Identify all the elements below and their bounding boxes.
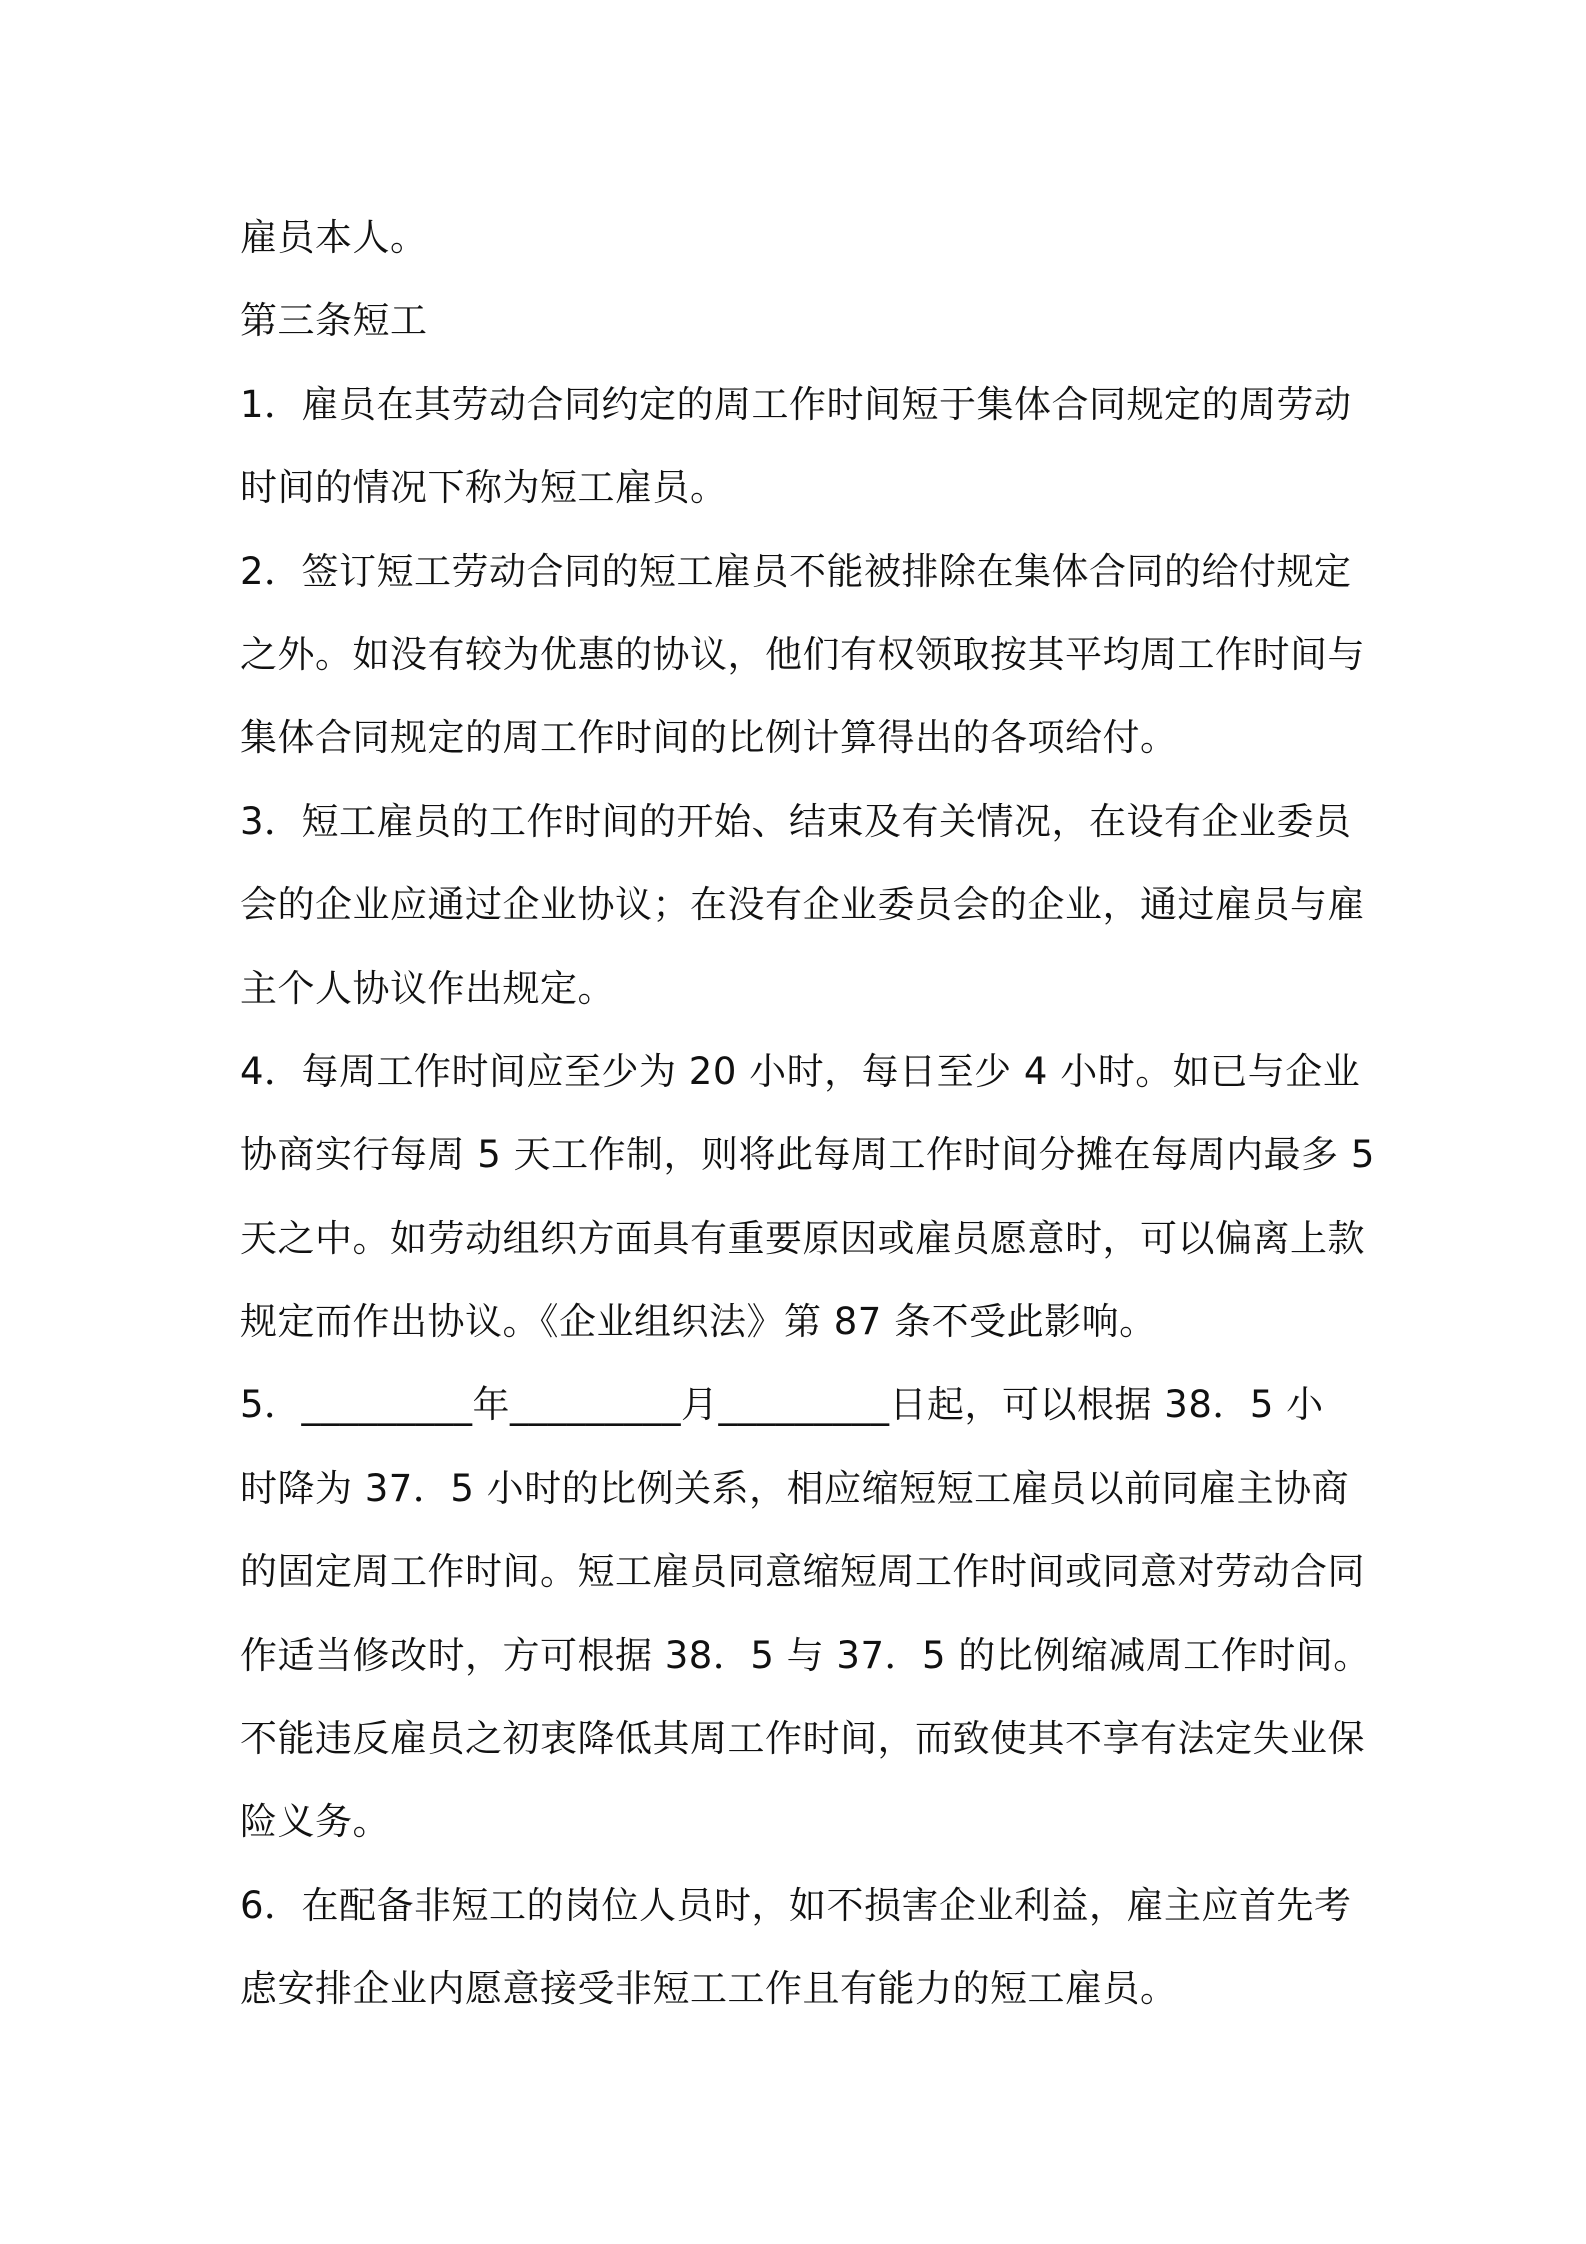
- text-line: 2．签订短工劳动合同的短工雇员不能被排除在集体合同的给付规定: [240, 549, 1352, 593]
- text-line: 主个人协议作出规定。: [240, 966, 615, 1010]
- text-line: 时降为 37．5 小时的比例关系，相应缩短短工雇员以前同雇主协商: [240, 1466, 1350, 1510]
- text-line: 协商实行每周 5 天工作制，则将此每周工作时间分摊在每周内最多 5: [240, 1133, 1375, 1177]
- text-line: 天之中。如劳动组织方面具有重要原因或雇员愿意时，可以偏离上款: [240, 1216, 1365, 1260]
- text-line: 雇员本人。: [240, 216, 428, 259]
- text-line: 集体合同规定的周工作时间的比例计算得出的各项给付。: [240, 716, 1178, 760]
- text-line: 3．短工雇员的工作时间的开始、结束及有关情况，在设有企业委员: [240, 799, 1352, 843]
- text-line: 的固定周工作时间。短工雇员同意缩短周工作时间或同意对劳动合同: [240, 1550, 1365, 1594]
- text-line: 险义务。: [240, 1800, 390, 1844]
- text-line: 作适当修改时，方可根据 38．5 与 37．5 的比例缩减周工作时间。: [240, 1633, 1371, 1677]
- text-line: 1．雇员在其劳动合同约定的周工作时间短于集体合同规定的周劳动: [240, 382, 1352, 426]
- section-heading: 第三条短工: [240, 299, 428, 343]
- text-line: 之外。如没有较为优惠的协议，他们有权领取按其平均周工作时间与: [240, 632, 1365, 676]
- text-line: 虑安排企业内愿意接受非短工工作且有能力的短工雇员。: [240, 1967, 1178, 2011]
- text-line: 会的企业应通过企业协议；在没有企业委员会的企业，通过雇员与雇: [240, 883, 1365, 927]
- text-line: 规定而作出协议。《企业组织法》第 87 条不受此影响。: [240, 1300, 1157, 1344]
- document-body: [240, 196, 1375, 2031]
- text-line: 4．每周工作时间应至少为 20 小时，每日至少 4 小时。如已与企业: [240, 1049, 1361, 1093]
- text-line: 6．在配备非短工的岗位人员时，如不损害企业利益，雇主应首先考: [240, 1883, 1352, 1927]
- text-line: 不能违反雇员之初衷降低其周工作时间，而致使其不享有法定失业保: [240, 1717, 1365, 1761]
- text-line: 5．_________年_________月_________日起，可以根据 38．5 小: [240, 1383, 1324, 1427]
- text-line: 时间的情况下称为短工雇员。: [240, 466, 728, 510]
